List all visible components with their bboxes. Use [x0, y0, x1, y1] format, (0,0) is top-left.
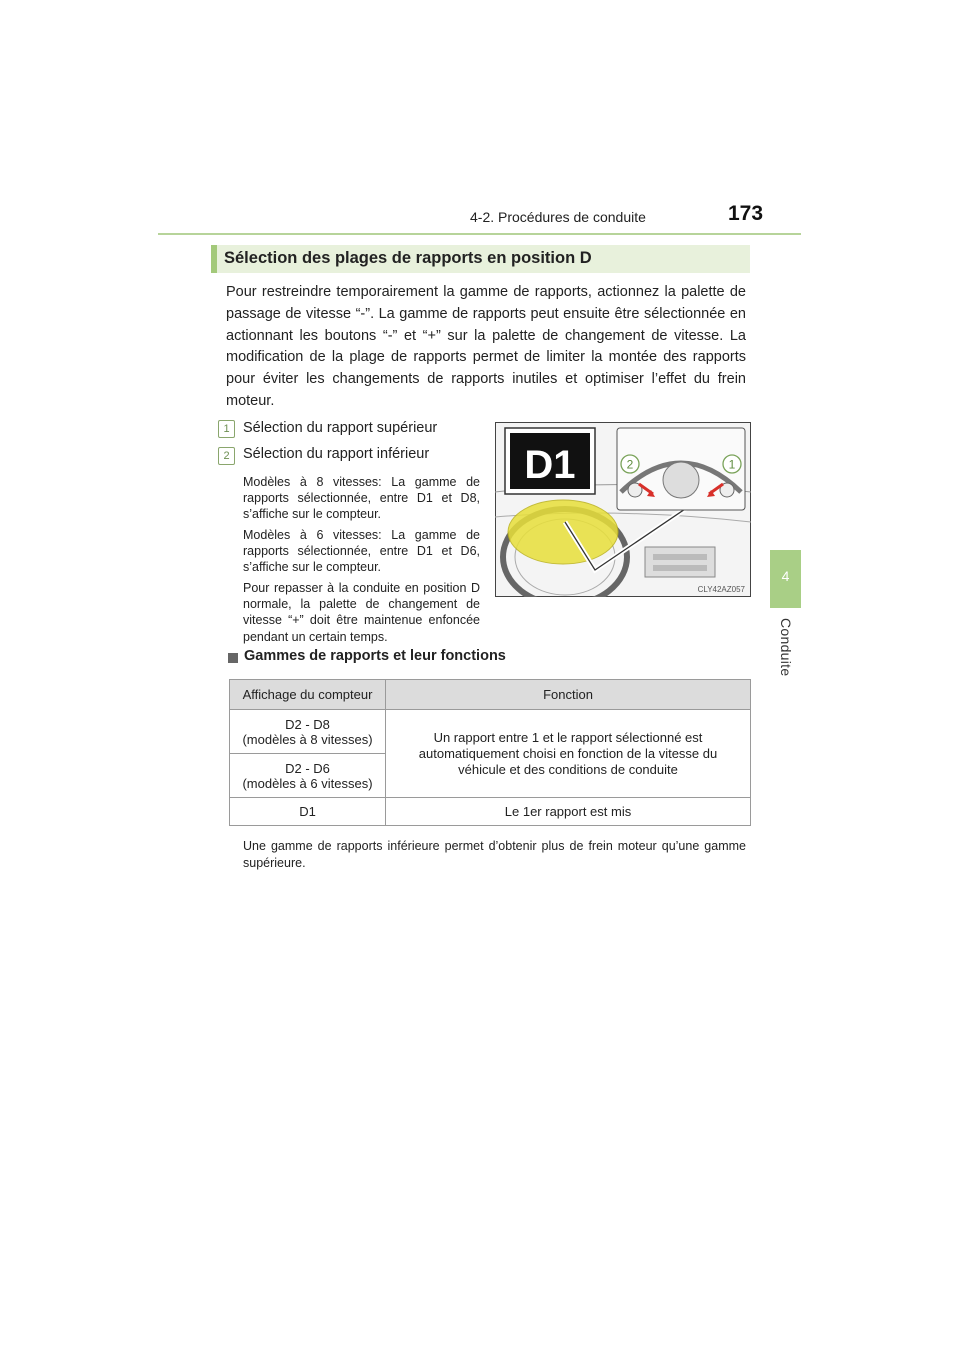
gear-display-text: D1 — [524, 443, 576, 487]
page-number: 173 — [728, 202, 764, 225]
footnote: Une gamme de rapports inférieure permet d’obtenir plus de frein moteur qu’une gamme supérieure. — [243, 839, 746, 870]
note-6-speed: Modèles à 6 vitesses: La gamme de rapports sélectionnée, entre D1 et D6, s’affiche sur le compteur. — [243, 528, 480, 575]
callout-number: 1 — [728, 457, 736, 472]
table-row — [230, 798, 751, 826]
subheading: Gammes de rapports et leur fonctions — [244, 648, 506, 664]
section-heading: Sélection des plages de rapports en position D — [224, 249, 592, 267]
table-header-cell: Fonction — [386, 680, 751, 710]
table-header-cell: Affichage du compteur — [230, 680, 386, 710]
item-number-badge: 1 — [218, 420, 235, 438]
display-range: D2 - D6 — [285, 760, 330, 776]
header-rule — [158, 233, 801, 235]
item-downshift-label: Sélection du rapport inférieur — [243, 446, 430, 462]
running-header-section: 4-2. Procédures de conduite — [470, 209, 646, 225]
table-cell: D1 — [230, 798, 386, 826]
callout-number: 2 — [626, 457, 634, 472]
note-8-speed: Modèles à 8 vitesses: La gamme de rapports sélectionnée, entre D1 et D8, s’affiche sur le compteur. — [243, 475, 480, 522]
item-number-badge: 2 — [218, 447, 235, 465]
note-return-normal: Pour repasser à la conduite en position D normale, la palette de changement de vitesse “+” doit être maintenue enfoncée pendant un certain temps. — [243, 581, 480, 644]
display-range: D2 - D8 — [285, 716, 330, 732]
table-cell-function: Le 1er rapport est mis — [386, 798, 751, 826]
item-upshift-label: Sélection du rapport supérieur — [243, 420, 438, 436]
illustration-code: CLY42AZ057 — [697, 585, 745, 594]
table-cell — [230, 754, 386, 798]
table-row — [230, 710, 751, 754]
paddle-shift-illustration — [495, 422, 751, 597]
gear-range-table — [229, 679, 751, 826]
chapter-tab-number: 4 — [781, 568, 790, 584]
subheading-bullet — [228, 653, 238, 663]
table-cell — [230, 710, 386, 754]
table-cell-function: Un rapport entre 1 et le rapport sélectionné est automatiquement choisi en fonction de la vitesse du véhicule et des conditions de conduite — [386, 710, 751, 798]
meter-highlight — [508, 500, 618, 564]
display-model: (modèles à 6 vitesses) — [242, 775, 373, 791]
display-model: (modèles à 8 vitesses) — [242, 731, 373, 747]
chapter-tab-label: Conduite — [778, 618, 794, 677]
intro-paragraph: Pour restreindre temporairement la gamme de rapports, actionnez la palette de passage de vitesse “-”. La gamme de rapports peut ensuite être sélectionnée en actionnant les boutons “-” et “+” sur la palette de changement de vitesse. La modification de la plage de rapports permet de limiter la montée des rapports pour éviter les changements de rapports inutiles et optimiser l’effet du frein moteur. — [226, 284, 746, 409]
table-header-row — [230, 680, 751, 710]
